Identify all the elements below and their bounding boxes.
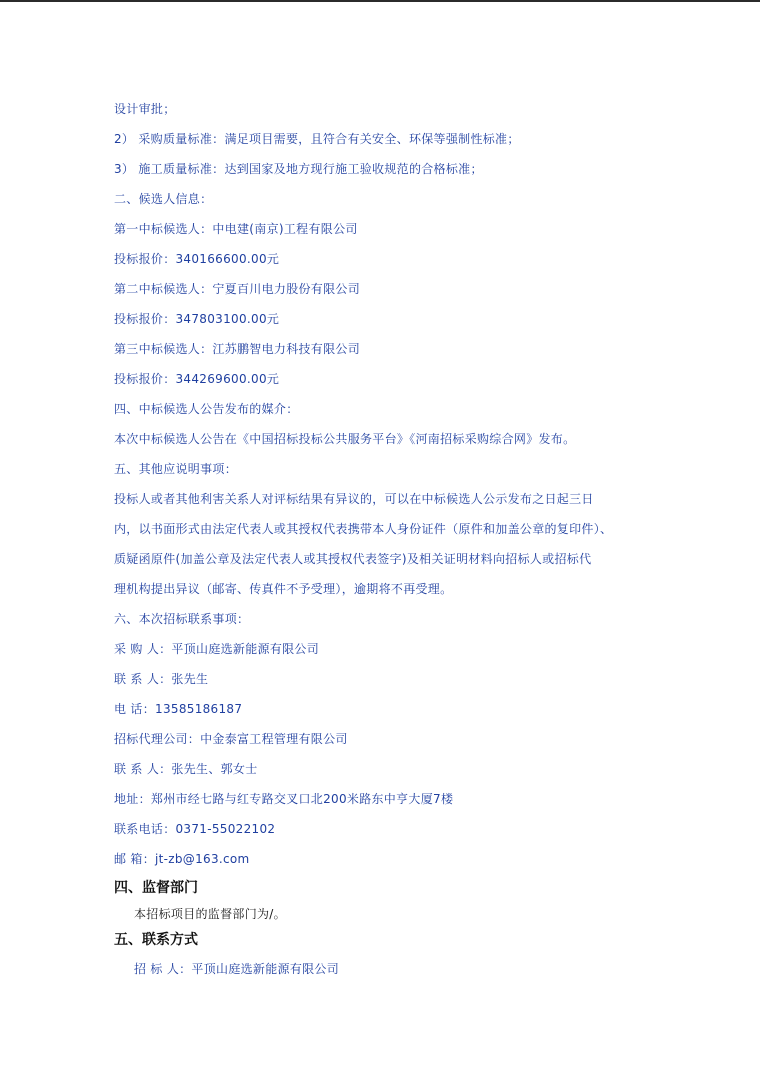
section-publication-media: 四、中标候选人公告发布的媒介： (114, 402, 299, 416)
heading-contact-info: 五、联系方式 (114, 932, 198, 948)
objection-paragraph-line-4: 理机构提出异议（邮寄、传真件不予受理），逾期将不再受理。 (114, 582, 453, 596)
text-procurement-quality: 2） 采购质量标准：满足项目需要，且符合有关安全、环保等强制性标准； (114, 132, 520, 146)
first-candidate-bid: 投标报价：340166600.00元 (114, 252, 280, 266)
agency-address: 地址：郑州市经七路与红专路交叉口北200米路东中亨大厦7楼 (114, 792, 454, 806)
text-construction-quality: 3） 施工质量标准：达到国家及地方现行施工验收规范的合格标准； (114, 162, 483, 176)
third-candidate-bid: 投标报价：344269600.00元 (114, 372, 280, 386)
supervision-dept-text: 本招标项目的监督部门为/。 (134, 907, 286, 921)
tenderer: 招 标 人：平顶山庭选新能源有限公司 (134, 962, 340, 976)
agency-phone: 联系电话：0371-55022102 (114, 822, 276, 836)
publication-media-text: 本次中标候选人公告在《中国招标投标公共服务平台》《河南招标采购综合网》发布。 (114, 432, 576, 446)
contact-person: 联 系 人：张先生 (114, 672, 209, 686)
agency-contact-person: 联 系 人：张先生、郭女士 (114, 762, 258, 776)
third-candidate: 第三中标候选人：江苏鹏智电力科技有限公司 (114, 342, 361, 356)
first-candidate: 第一中标候选人：中电建(南京)工程有限公司 (114, 222, 358, 236)
section-contact-items: 六、本次招标联系事项： (114, 612, 250, 626)
second-candidate: 第二中标候选人：宁夏百川电力股份有限公司 (114, 282, 361, 296)
objection-paragraph-line-2: 内，以书面形式由法定代表人或其授权代表携带本人身份证件（原件和加盖公章的复印件）、 (114, 522, 613, 536)
agency-email: 邮 箱：jt-zb@163.com (114, 852, 250, 866)
second-candidate-bid: 投标报价：347803100.00元 (114, 312, 280, 326)
agency-company: 招标代理公司：中金泰富工程管理有限公司 (114, 732, 348, 746)
section-candidate-info: 二、候选人信息： (114, 192, 213, 206)
heading-supervision-dept: 四、监督部门 (114, 880, 198, 896)
section-other-notes: 五、其他应说明事项： (114, 462, 238, 476)
text-design-approval: 设计审批； (114, 102, 176, 116)
objection-paragraph-line-1: 投标人或者其他利害关系人对评标结果有异议的，可以在中标候选人公示发布之日起三日 (114, 492, 594, 506)
phone: 电 话：13585186187 (114, 702, 243, 716)
objection-paragraph-line-3: 质疑函原件(加盖公章及法定代表人或其授权代表签字)及相关证明材料向招标人或招标代 (114, 552, 592, 566)
purchaser: 采 购 人：平顶山庭选新能源有限公司 (114, 642, 320, 656)
